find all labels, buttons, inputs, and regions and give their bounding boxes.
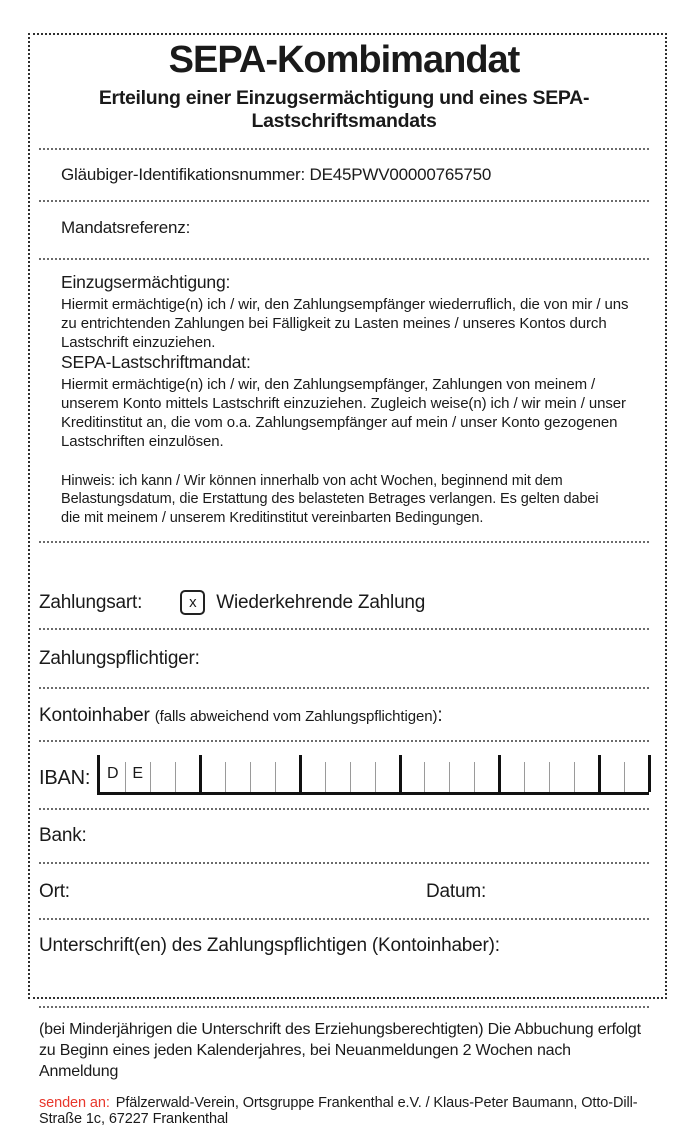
hinweis-block (61, 472, 649, 527)
divider (39, 258, 649, 260)
iban-label: IBAN: (39, 767, 91, 790)
recurring-payment-checkbox[interactable] (180, 590, 205, 615)
form-title: SEPA-Kombimandat (168, 39, 520, 81)
iban-cell[interactable] (624, 755, 649, 792)
datum-label: Datum: (426, 881, 487, 903)
iban-cell[interactable] (599, 755, 624, 792)
divider (39, 740, 649, 742)
form-dotted-frame (28, 33, 667, 1127)
send-to-address: Pfälzerwald-Verein, Ortsgruppe Frankenthal e.V. / Klaus-Peter Baumann, Otto-Dill-Straße 1c, 67227 Frankenthal (39, 1095, 638, 1127)
divider (39, 541, 649, 543)
send-to-row (39, 1095, 649, 1127)
checkbox-x-mark: x (189, 594, 197, 612)
zahlungsart-option-label: Wiederkehrende Zahlung (216, 591, 426, 613)
divider (39, 628, 649, 630)
iban-cell[interactable] (225, 755, 250, 792)
send-to-label: senden an: (39, 1095, 110, 1112)
legal-text-block (61, 272, 649, 528)
iban-cell[interactable] (400, 755, 425, 792)
divider (39, 1006, 649, 1008)
divider (39, 862, 649, 864)
iban-cell[interactable] (524, 755, 549, 792)
ort-datum-row[interactable] (39, 881, 649, 903)
iban-cell[interactable] (150, 755, 175, 792)
iban-cell[interactable] (250, 755, 275, 792)
iban-cell[interactable] (499, 755, 524, 792)
divider (39, 200, 649, 202)
divider (39, 808, 649, 810)
kontoinhaber-colon: : (437, 705, 443, 727)
creditor-id-value: DE45PWV00000765750 (309, 164, 492, 184)
iban-cell[interactable] (474, 755, 499, 792)
iban-cell[interactable]: D (100, 755, 125, 792)
iban-cell[interactable]: E (125, 755, 150, 792)
iban-row (39, 755, 649, 795)
mandate-reference-label: Mandatsreferenz: (61, 217, 191, 237)
form-subtitle: Erteilung einer Einzugsermächtigung und eines SEPA-Lastschriftsmandats (98, 86, 590, 132)
sepa-mandat-body: Hiermit ermächtige(n) ich / wir, den Zahlungsempfänger, Zahlungen von meinem / unserem Konto mittels Lastschrift einzuziehen. Zugleich weise(n) ich / wir mein / unser Kreditinstitut an, die vom o.a. Zahlungsempfänger auf mein / unser Konto gezogenen Lastschriften einzulösen. (61, 375, 626, 450)
iban-cell[interactable] (325, 755, 350, 792)
signature-label: Unterschrift(en) des Zahlungspflichtigen (Kontoinhaber): (39, 935, 500, 957)
einzugsermaechtigung-body: Hiermit ermächtige(n) ich / wir, den Zahlungsempfänger wiederruflich, die von mir / uns zu entrichtenden Zahlungen bei Fälligkeit zu Lasten meines / unseres Kontos durch Lastschrift einzuziehen. (61, 295, 629, 351)
iban-cell[interactable] (300, 755, 325, 792)
hinweis-body: Hinweis: ich kann / Wir können innerhalb von acht Wochen, beginnend mit dem Belastungsdatum, die Erstattung des belasteten Betrages verlangen. Es gelten dabei die mit meinem / unserem Kreditinstitut vereinbarten Bedingungen. (61, 472, 599, 526)
zahlungspflichtiger-label: Zahlungspflichtiger: (39, 648, 200, 670)
divider (39, 148, 649, 150)
iban-cell[interactable] (449, 755, 474, 792)
creditor-id-label: Gläubiger-Identifikationsnummer: (61, 164, 305, 184)
einzugsermaechtigung-heading: Einzugsermächtigung: (61, 271, 231, 292)
signature-row[interactable] (39, 935, 649, 957)
sepa-mandat-heading: SEPA-Lastschriftmandat: (61, 351, 251, 372)
iban-cell[interactable] (375, 755, 400, 792)
bank-label: Bank: (39, 825, 87, 847)
bank-row[interactable] (39, 825, 649, 847)
divider (39, 918, 649, 920)
iban-cell[interactable] (549, 755, 574, 792)
zahlungsart-row (39, 590, 649, 615)
iban-cell[interactable] (175, 755, 200, 792)
kontoinhaber-label: Kontoinhaber (39, 705, 150, 727)
iban-cell[interactable] (574, 755, 599, 792)
iban-cell[interactable] (275, 755, 300, 792)
creditor-id-row (61, 165, 649, 185)
ort-label: Ort: (39, 881, 70, 903)
iban-cell[interactable] (200, 755, 225, 792)
iban-cell[interactable] (424, 755, 449, 792)
divider (39, 687, 649, 689)
zahlungsart-label: Zahlungsart: (39, 591, 143, 613)
iban-comb[interactable] (97, 755, 649, 795)
kontoinhaber-row[interactable] (39, 705, 649, 727)
mandate-reference-row[interactable] (61, 218, 649, 238)
zahlungspflichtiger-row[interactable] (39, 648, 649, 670)
kontoinhaber-note: (falls abweichend vom Zahlungspflichtigen) (154, 708, 438, 726)
iban-cell[interactable] (350, 755, 375, 792)
footer-note: (bei Minderjährigen die Unterschrift des Erziehungsberechtigten) Die Abbuchung erfolgt zu Beginn eines jeden Kalenderjahres, bei Neuanmeldungen 2 Wochen nach Anmeldung (39, 1021, 641, 1080)
